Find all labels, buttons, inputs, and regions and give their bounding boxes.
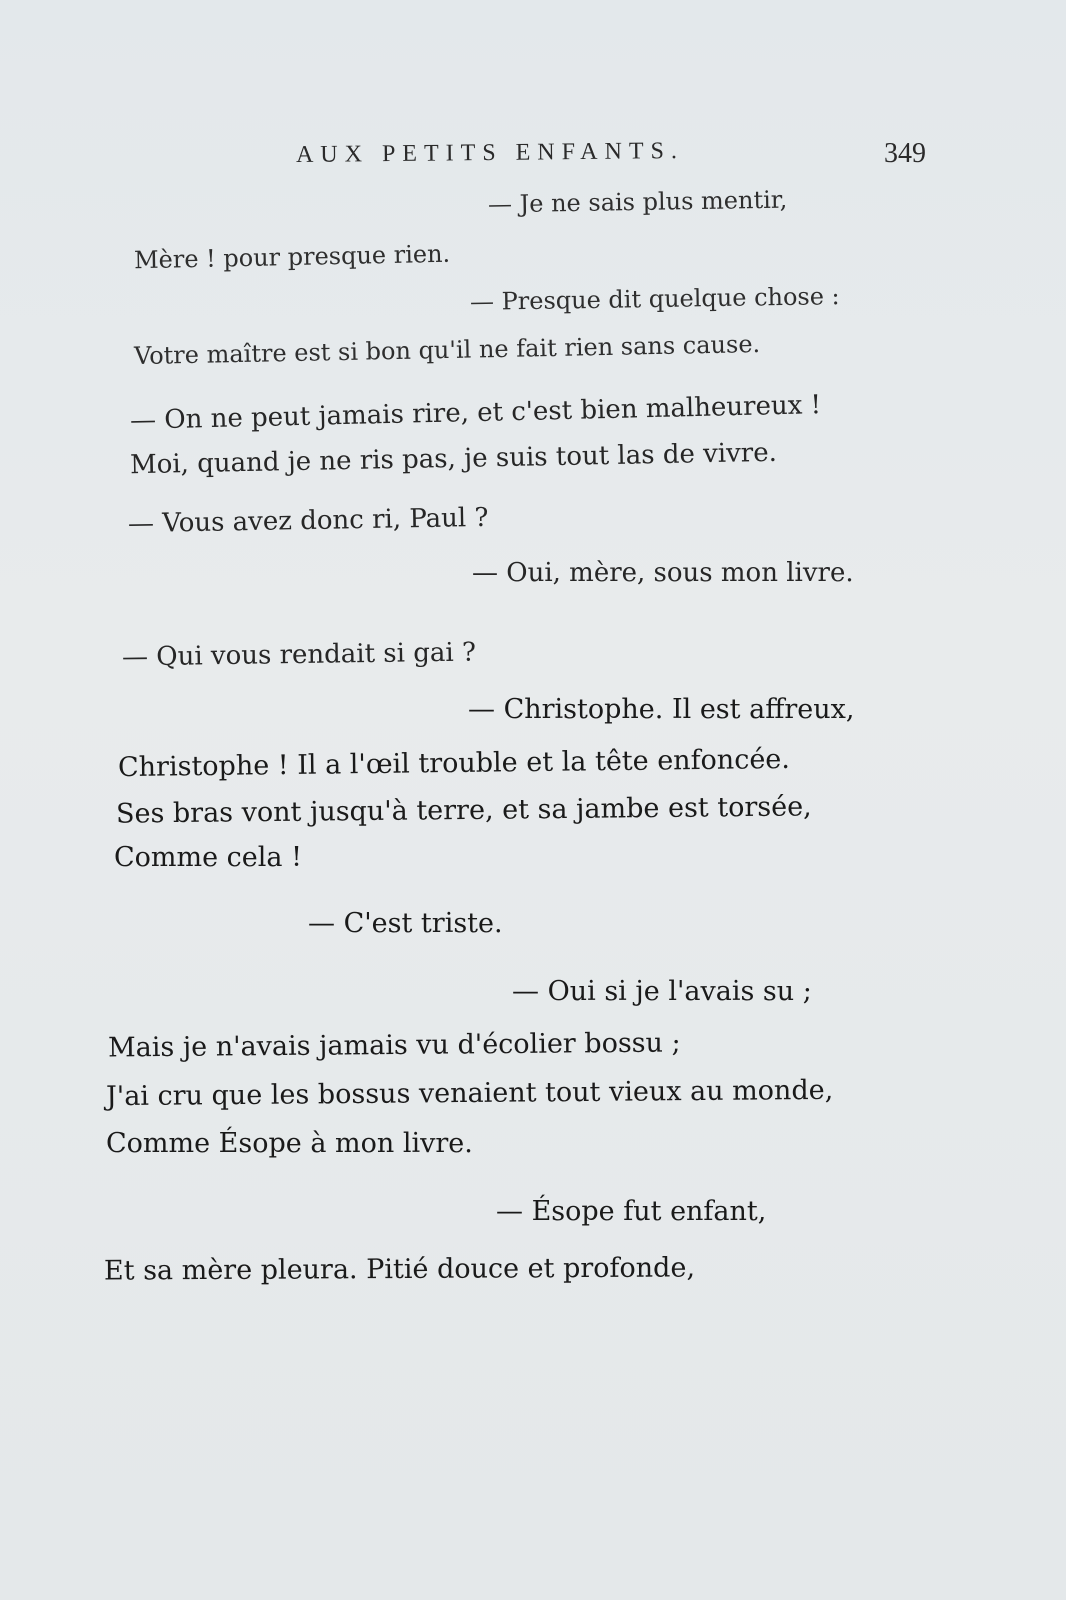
verse-line: Mais je n'avais jamais vu d'écolier bossu ; bbox=[107, 1027, 681, 1064]
verse-line: — C'est triste. bbox=[308, 908, 503, 939]
verse-line: Et sa mère pleura. Pitié douce et profonde, bbox=[103, 1252, 696, 1287]
verse-line: Comme Ésope à mon livre. bbox=[106, 1128, 473, 1159]
verse-line: Mère ! pour presque rien. bbox=[133, 239, 451, 275]
page-number: 349 bbox=[884, 138, 926, 169]
verse-line: Votre maître est si bon qu'il ne fait rien sans cause. bbox=[133, 329, 761, 371]
verse-line: Moi, quand je ne ris pas, je suis tout las de vivre. bbox=[129, 437, 778, 481]
verse-line: Christophe ! Il a l'œil trouble et la tête enfoncée. bbox=[117, 743, 791, 784]
verse-line: — Vous avez donc ri, Paul ? bbox=[127, 502, 489, 540]
verse-line: Ses bras vont jusqu'à terre, et sa jambe est torsée, bbox=[115, 791, 812, 830]
verse-line: — Christophe. Il est affreux, bbox=[468, 694, 855, 725]
verse-line: — Oui, mère, sous mon livre. bbox=[472, 558, 854, 588]
verse-line: — Je ne sais plus mentir, bbox=[487, 185, 788, 219]
verse-line: — Qui vous rendait si gai ? bbox=[121, 637, 477, 673]
verse-line: J'ai cru que les bossus venaient tout vieux au monde, bbox=[105, 1074, 834, 1113]
verse-line: — Presque dit quelque chose : bbox=[469, 282, 840, 316]
verse-line: — Oui si je l'avais su ; bbox=[512, 976, 812, 1007]
verse-line: Comme cela ! bbox=[114, 842, 302, 873]
running-title: AUX PETITS ENFANTS. bbox=[295, 137, 685, 169]
verse-line: — On ne peut jamais rire, et c'est bien malheureux ! bbox=[129, 390, 822, 436]
verse-line: — Ésope fut enfant, bbox=[496, 1196, 767, 1227]
page-header bbox=[0, 137, 1066, 180]
